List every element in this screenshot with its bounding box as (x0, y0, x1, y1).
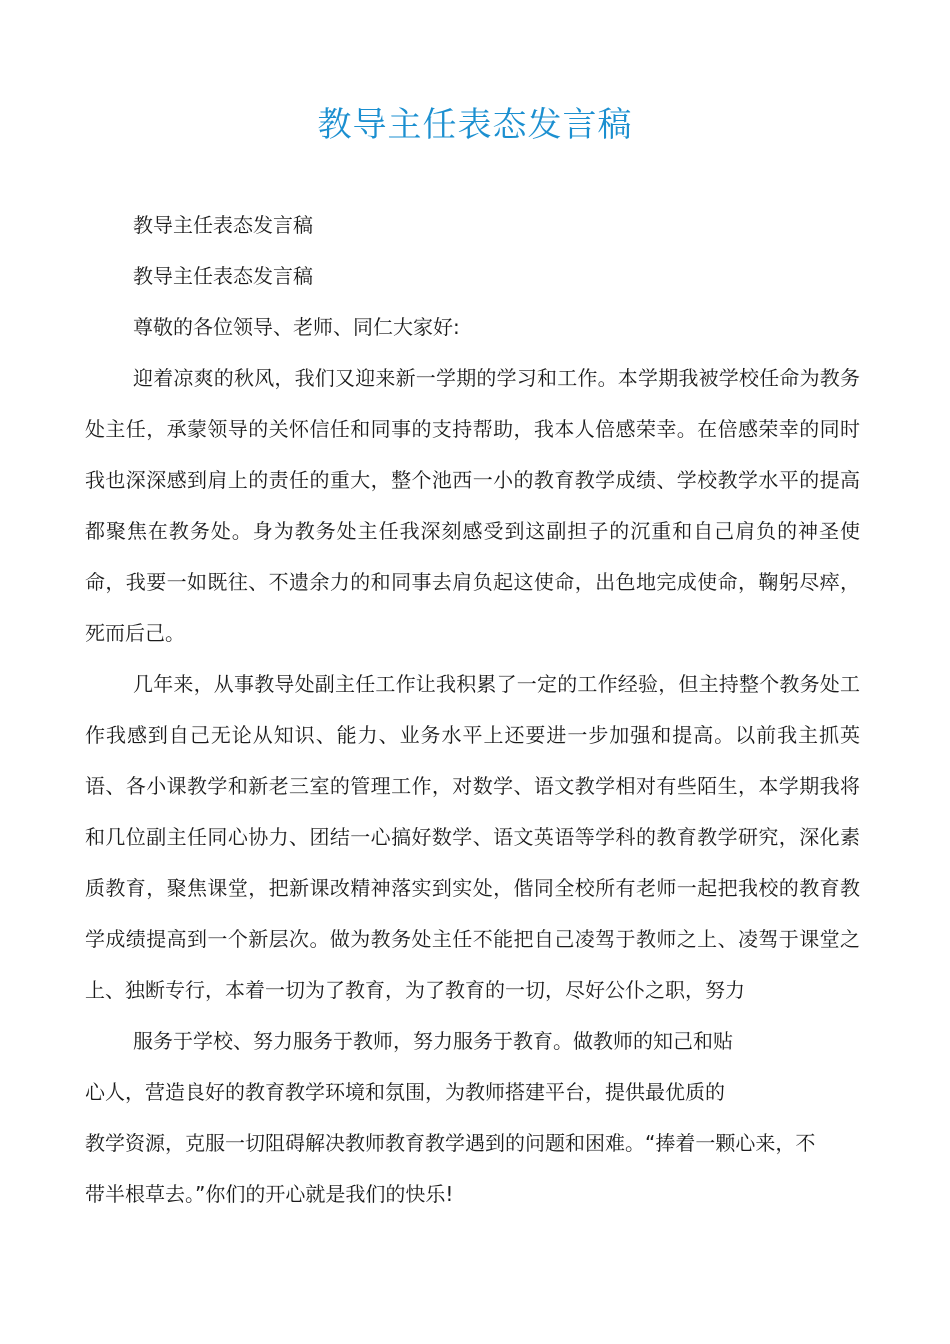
paragraph-body-1: 迎着凉爽的秋风，我们又迎来新一学期的学习和工作。本学期我被学校任命为教务处主任，承蒙领导的关怀信任和同事的支持帮助，我本人倍感荣幸。在倍感荣幸的同时我也深深感到肩上的责任的重大，整个池西一小的教育教学成绩、学校教学水平的提高都聚焦在教务处。身为教务处主任我深刻感受到这副担子的沉重和自己肩负的神圣使命，我要一如既往、不遗余力的和同事去肩负起这使命，出色地完成使命，鞠躬尽瘁，死而后己。 (85, 366, 860, 645)
paragraph-line: 带半根草去。”你们的开心就是我们的快乐! (85, 1182, 454, 1206)
paragraph-line: 心人，营造良好的教育教学环境和氛围，为教师搭建平台，提供最优质的 (85, 1080, 725, 1104)
paragraph-heading-2: 教导主任表态发言稿 (133, 264, 313, 288)
paragraph-line: 教学资源，克服一切阻碍解决教师教育教学遇到的问题和困难。“捧着一颗心来，不 (85, 1131, 816, 1155)
paragraph-salutation: 尊敬的各位领导、老师、同仁大家好: (133, 315, 460, 339)
paragraph-line: 服务于学校、努力服务于教师，努力服务于教育。做教师的知己和贴 (133, 1029, 733, 1053)
document-title: 教导主任表态发言稿 (317, 105, 633, 145)
paragraph-body-2: 几年来，从事教导处副主任工作让我积累了一定的工作经验，但主持整个教务处工作我感到自己无论从知识、能力、业务水平上还要进一步加强和提高。以前我主抓英语、各小课教学和新老三室的管理工作，对数学、语文教学相对有些陌生，本学期我将和几位副主任同心协力、团结一心搞好数学、语文英语等学科的教育教学研究，深化素质教育，聚焦课堂，把新课改精神落实到实处，偕同全校所有老师一起把我校的教育教学成绩提高到一个新层次。做为教务处主任不能把自己凌驾于教师之上、凌驾于课堂之上、独断专行，本着一切为了教育，为了教育的一切，尽好公仆之职，努力 (85, 672, 860, 1002)
paragraph-body-3 (85, 1016, 860, 1220)
paragraph-heading-1: 教导主任表态发言稿 (133, 213, 313, 237)
document-body (85, 200, 860, 1220)
